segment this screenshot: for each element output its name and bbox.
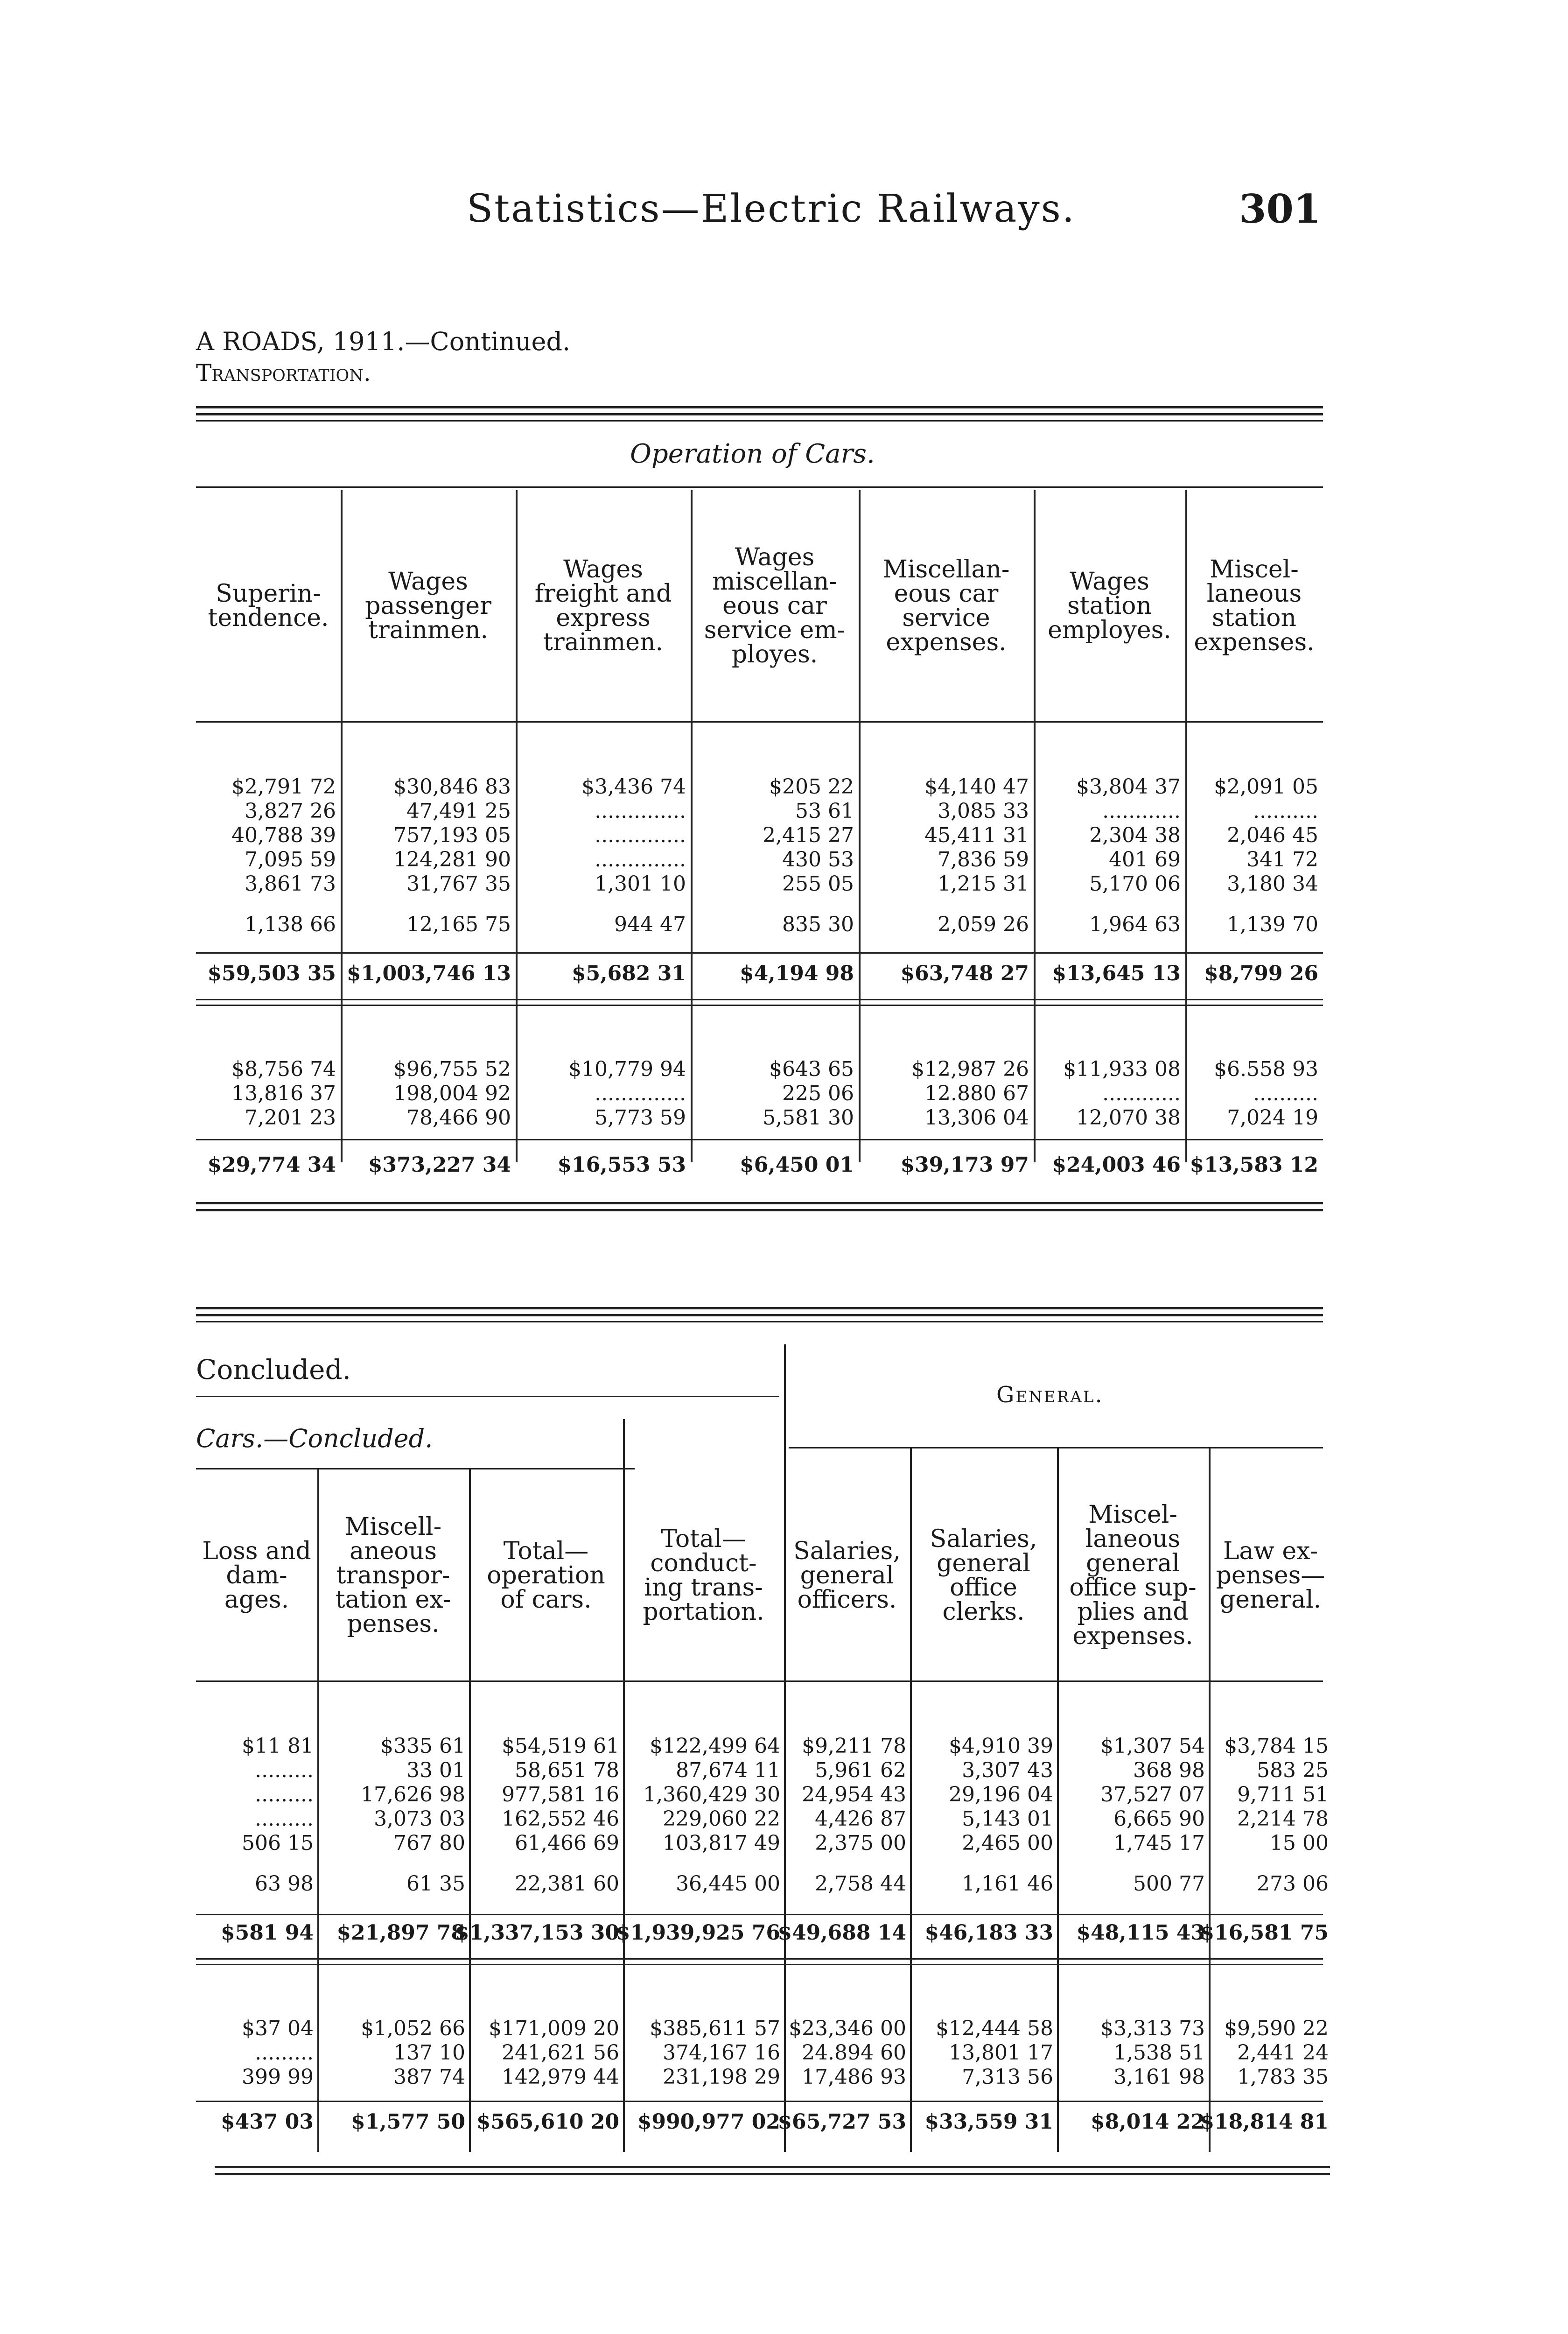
table-cell: 1,215 31 — [938, 872, 1029, 896]
table-cell: 1,538 51 — [1113, 2041, 1205, 2065]
table-cell: $9,590 22 — [1224, 2017, 1329, 2040]
table-cell: $9,211 78 — [802, 1734, 906, 1758]
table-cell: $3,436 74 — [581, 775, 686, 799]
table-cell: $10,779 94 — [568, 1057, 686, 1081]
table-cell: $990,977 02 — [637, 2110, 780, 2134]
table-cell: 7,836 59 — [938, 848, 1029, 872]
table-cell: $171,009 20 — [489, 2017, 619, 2040]
table-cell: 2,465 00 — [962, 1831, 1053, 1855]
table-cell: 12,165 75 — [406, 913, 511, 936]
table-cell: ............ — [1102, 1082, 1181, 1105]
table-cell: 1,301 10 — [595, 872, 686, 896]
table-cell: $2,091 05 — [1214, 775, 1318, 799]
table-cell: 5,143 01 — [962, 1807, 1053, 1831]
column-divider — [784, 1344, 786, 1466]
table-rule — [196, 1209, 1323, 1211]
table-cell: $24,003 46 — [1052, 1153, 1181, 1177]
column-header: Wages miscellan- eous car service em- ployes. — [704, 543, 846, 668]
column-header: Loss and dam- ages. — [202, 1537, 311, 1614]
column-divider — [784, 1419, 786, 2152]
table-cell: 1,139 70 — [1227, 913, 1318, 936]
column-header: Miscel- laneous station expenses. — [1194, 555, 1315, 656]
column-divider — [516, 490, 518, 1162]
table-cell: 368 98 — [1133, 1758, 1205, 1782]
table-cell: ......... — [255, 2041, 314, 2065]
table-cell: $39,173 97 — [900, 1153, 1029, 1177]
table-cell: $373,227 34 — [368, 1153, 511, 1177]
table-cell: $63,748 27 — [900, 962, 1029, 985]
table-cell: $3,784 15 — [1224, 1734, 1329, 1758]
table-cell: 767 80 — [393, 1831, 465, 1855]
table-cell: $4,140 47 — [924, 775, 1029, 799]
table-cell: 12.880 67 — [924, 1082, 1029, 1105]
table-cell: 2,046 45 — [1227, 823, 1318, 847]
table-cell: 12,070 38 — [1076, 1106, 1181, 1130]
table-cell: $2,791 72 — [231, 775, 336, 799]
table-cell: 374,167 16 — [663, 2041, 780, 2065]
column-divider — [910, 1447, 912, 2152]
table-cell: $54,519 61 — [502, 1734, 619, 1758]
table-cell: 36,445 00 — [676, 1872, 780, 1896]
concluded-label: Concluded. — [196, 1354, 351, 1385]
table-cell: 78,466 90 — [406, 1106, 511, 1130]
table-cell: .............. — [595, 848, 686, 872]
table-cell: $13,645 13 — [1052, 962, 1181, 985]
table-cell: $37 04 — [242, 2017, 314, 2040]
table-cell: $23,346 00 — [789, 2017, 906, 2040]
table-category: Transportation. — [196, 359, 371, 387]
table-cell: $8,799 26 — [1204, 962, 1318, 985]
table-cell: 61 35 — [406, 1872, 465, 1896]
column-header: Miscell- aneous transpor- tation ex- penses. — [335, 1513, 451, 1638]
table-cell: 2,304 38 — [1089, 823, 1181, 847]
table-cell: 29,196 04 — [949, 1783, 1053, 1807]
table-cell: $1,939,925 76 — [616, 1921, 780, 1945]
table-cell: $1,052 66 — [361, 2017, 465, 2040]
table-cell: $8,014 22 — [1091, 2110, 1205, 2134]
table-cell: 5,773 59 — [595, 1106, 686, 1130]
column-header: Wages freight and express trainmen. — [534, 555, 672, 656]
table-rule — [196, 2101, 1323, 2102]
column-divider — [317, 1468, 319, 2152]
table-cell: ............ — [1102, 799, 1181, 823]
table-cell: 13,306 04 — [924, 1106, 1029, 1130]
column-divider — [1057, 1447, 1059, 2152]
table-cell: $16,581 75 — [1200, 1921, 1329, 1945]
table-rule — [196, 1914, 1323, 1915]
table-cell: 63 98 — [255, 1872, 314, 1896]
column-divider — [1034, 490, 1036, 1162]
table-cell: 137 10 — [393, 2041, 465, 2065]
table-cell: $122,499 64 — [650, 1734, 780, 1758]
table-cell: 241,621 56 — [502, 2041, 619, 2065]
column-divider — [341, 490, 343, 1162]
table-cell: 162,552 46 — [502, 1807, 619, 1831]
table-cell: 7,201 23 — [245, 1106, 336, 1130]
table-cell: 835 30 — [782, 913, 854, 936]
table-cell: 1,360,429 30 — [643, 1783, 780, 1807]
table-cell: 506 15 — [242, 1831, 314, 1855]
table-cell: 1,161 46 — [962, 1872, 1053, 1896]
table-cell: 255 05 — [782, 872, 854, 896]
table-cell: 3,180 34 — [1227, 872, 1318, 896]
table-cell: 24.894 60 — [802, 2041, 906, 2065]
table-cell: 13,816 37 — [231, 1082, 336, 1105]
table-cell: 500 77 — [1133, 1872, 1205, 1896]
table-cell: 229,060 22 — [663, 1807, 780, 1831]
general-label: General. — [996, 1382, 1104, 1408]
table-cell: $11 81 — [242, 1734, 314, 1758]
table-cell: $385,611 57 — [650, 2017, 780, 2040]
table-cell: 7,095 59 — [245, 848, 336, 872]
table-cell: 9,711 51 — [1237, 1783, 1329, 1807]
table-cell: 103,817 49 — [663, 1831, 780, 1855]
table-cell: 757,193 05 — [393, 823, 511, 847]
table-cell: $96,755 52 — [393, 1057, 511, 1081]
column-divider — [623, 1419, 625, 2152]
column-divider — [859, 490, 861, 1162]
table-cell: 1,745 17 — [1113, 1831, 1205, 1855]
table-cell: 2,059 26 — [938, 913, 1029, 936]
table-cell: .......... — [1253, 799, 1318, 823]
table-cell: 401 69 — [1109, 848, 1181, 872]
column-divider — [1209, 1447, 1211, 2152]
table-rule — [196, 999, 1323, 1000]
table-cell: 944 47 — [614, 913, 686, 936]
column-divider — [1185, 490, 1187, 1162]
table-cell: 198,004 92 — [393, 1082, 511, 1105]
table-cell: 2,441 24 — [1237, 2041, 1329, 2065]
table-cell: $1,577 50 — [351, 2110, 465, 2134]
table-cell: $6.558 93 — [1214, 1057, 1318, 1081]
table-cell: $6,450 01 — [740, 1153, 854, 1177]
table-cell: 7,313 56 — [962, 2065, 1053, 2089]
table-cell: 231,198 29 — [663, 2065, 780, 2089]
table-cell: 3,307 43 — [962, 1758, 1053, 1782]
table-cell: 87,674 11 — [676, 1758, 780, 1782]
table-cell: 124,281 90 — [393, 848, 511, 872]
table-cell: 2,375 00 — [815, 1831, 906, 1855]
running-header: Statistics—Electric Railways. — [467, 187, 1076, 231]
table-cell: 1,783 35 — [1237, 2065, 1329, 2089]
table-cell: 3,161 98 — [1113, 2065, 1205, 2089]
table-cell: $1,003,746 13 — [346, 962, 511, 985]
table-cell: $1,337,153 30 — [455, 1921, 619, 1945]
table-cell: $18,814 81 — [1200, 2110, 1329, 2134]
table-cell: 4,426 87 — [815, 1807, 906, 1831]
column-header: Wages station employes. — [1048, 567, 1171, 644]
table-cell: 22,381 60 — [515, 1872, 619, 1896]
table-cell: .............. — [595, 1082, 686, 1105]
table-cell: 6,665 90 — [1113, 1807, 1205, 1831]
table-cell: 33 01 — [406, 1758, 465, 1782]
table-cell: 977,581 16 — [502, 1783, 619, 1807]
table-cell: 37,527 07 — [1100, 1783, 1205, 1807]
table-cell: $1,307 54 — [1100, 1734, 1205, 1758]
table-cell: $4,910 39 — [949, 1734, 1053, 1758]
operation-of-cars-label: Operation of Cars. — [630, 439, 875, 469]
column-header: Superin- tendence. — [208, 579, 329, 632]
table-cell: 225 06 — [782, 1082, 854, 1105]
table-cell: $3,313 73 — [1100, 2017, 1205, 2040]
table-cell: $46,183 33 — [924, 1921, 1053, 1945]
table-cell: 5,581 30 — [763, 1106, 854, 1130]
table-cell: 15 00 — [1270, 1831, 1329, 1855]
table-cell: $8,756 74 — [231, 1057, 336, 1081]
table-cell: 3,827 26 — [245, 799, 336, 823]
table-cell: $4,194 98 — [740, 962, 854, 985]
table-cell: 1,964 63 — [1089, 913, 1181, 936]
table-cell: $565,610 20 — [476, 2110, 619, 2134]
table-cell: 17,486 93 — [802, 2065, 906, 2089]
table-cell: $437 03 — [220, 2110, 314, 2134]
table-rule — [196, 1139, 1323, 1140]
column-header: Miscellan- eous car service expenses. — [882, 555, 1010, 656]
table-cell: 47,491 25 — [406, 799, 511, 823]
table-rule — [196, 1958, 1323, 1960]
table-cell: $581 94 — [220, 1921, 314, 1945]
table-cell: 341 72 — [1246, 848, 1318, 872]
table-cell: .......... — [1253, 1082, 1318, 1105]
table-cell: 5,170 06 — [1089, 872, 1181, 896]
table-cell: 5,961 62 — [815, 1758, 906, 1782]
column-header: Total— operation of cars. — [487, 1537, 605, 1614]
table-rule — [196, 1005, 1323, 1006]
table-cell: ......... — [255, 1758, 314, 1782]
table-cell: $16,553 53 — [557, 1153, 686, 1177]
table-cell: ......... — [255, 1807, 314, 1831]
table-cell: $49,688 14 — [777, 1921, 906, 1945]
table-cell: 58,651 78 — [515, 1758, 619, 1782]
column-header: Wages passenger trainmen. — [365, 567, 491, 644]
table-cell: $13,583 12 — [1190, 1153, 1318, 1177]
table-cell: $335 61 — [380, 1734, 465, 1758]
table-cell: ......... — [255, 1783, 314, 1807]
column-header: Law ex- penses— general. — [1216, 1537, 1325, 1614]
table-cell: 3,861 73 — [245, 872, 336, 896]
table-cell: 3,085 33 — [938, 799, 1029, 823]
table-cell: 3,073 03 — [374, 1807, 465, 1831]
table-cell: 61,466 69 — [515, 1831, 619, 1855]
column-header: Total— conduct- ing trans- portation. — [643, 1525, 764, 1626]
column-header: Miscel- laneous general office sup- plies and expenses. — [1069, 1501, 1197, 1650]
table-rule — [196, 1964, 1323, 1965]
table-cell: $12,444 58 — [936, 2017, 1053, 2040]
table-cell: $29,774 34 — [207, 1153, 336, 1177]
table-cell: $65,727 53 — [777, 2110, 906, 2134]
column-header: Salaries, general office clerks. — [930, 1525, 1037, 1626]
table-subtitle: A ROADS, 1911.—Continued. — [196, 327, 571, 356]
table-cell: $205 22 — [769, 775, 854, 799]
table-cell: 142,979 44 — [502, 2065, 619, 2089]
table-cell: $30,846 83 — [393, 775, 511, 799]
table-cell: 2,758 44 — [815, 1872, 906, 1896]
table-cell: 430 53 — [782, 848, 854, 872]
page-number: 301 — [1239, 186, 1321, 232]
table-cell: 17,626 98 — [361, 1783, 465, 1807]
table-cell: .............. — [595, 823, 686, 847]
table-cell: $12,987 26 — [911, 1057, 1029, 1081]
table-cell: 7,024 19 — [1227, 1106, 1318, 1130]
table-cell: 1,138 66 — [245, 913, 336, 936]
table-cell: 583 25 — [1257, 1758, 1329, 1782]
table-cell: 24,954 43 — [802, 1783, 906, 1807]
table-cell: 40,788 39 — [231, 823, 336, 847]
table-cell: $33,559 31 — [924, 2110, 1053, 2134]
table-cell: 53 61 — [795, 799, 854, 823]
table-rule — [196, 1202, 1323, 1204]
column-divider — [691, 490, 693, 1162]
table-cell: $643 65 — [769, 1057, 854, 1081]
table-cell: 31,767 35 — [406, 872, 511, 896]
table-cell: 273 06 — [1257, 1872, 1329, 1896]
table-cell: .............. — [595, 799, 686, 823]
column-header: Salaries, general officers. — [793, 1537, 901, 1614]
table-cell: 2,214 78 — [1237, 1807, 1329, 1831]
cars-concluded-label: Cars.—Concluded. — [196, 1424, 433, 1453]
table-cell: 387 74 — [393, 2065, 465, 2089]
table-cell: 399 99 — [242, 2065, 314, 2089]
table-cell: $5,682 31 — [572, 962, 686, 985]
table-cell: $48,115 43 — [1076, 1921, 1205, 1945]
table-cell: $11,933 08 — [1063, 1057, 1181, 1081]
table-cell: $21,897 78 — [336, 1921, 465, 1945]
table-rule — [196, 952, 1323, 954]
table-cell: 13,801 17 — [949, 2041, 1053, 2065]
column-divider — [469, 1468, 471, 2152]
table-cell: $59,503 35 — [207, 962, 336, 985]
table-cell: 45,411 31 — [924, 823, 1029, 847]
table-cell: 2,415 27 — [763, 823, 854, 847]
table-cell: $3,804 37 — [1076, 775, 1181, 799]
